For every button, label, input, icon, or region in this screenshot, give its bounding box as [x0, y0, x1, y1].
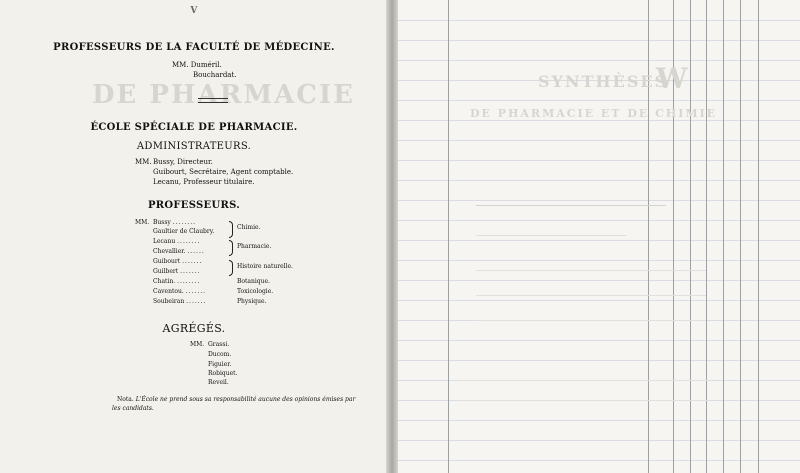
ghost-heading: SYNTHÈSES: [538, 72, 669, 91]
ghost-rule: [476, 270, 706, 271]
professor-row: Gaultier de Claubry.: [153, 228, 215, 235]
column-line: [723, 0, 724, 473]
ghost-rule: [476, 235, 626, 236]
professors-heading: PROFESSEURS.: [147, 200, 241, 211]
professor-row: Bussy ........: [153, 219, 197, 226]
subject-label: Toxicologie.: [237, 288, 274, 295]
ornament-divider: [198, 98, 228, 103]
subject-label: Botanique.: [237, 278, 270, 285]
agrege-name: Grassi.: [208, 341, 230, 348]
book-gutter: [386, 0, 398, 473]
ghost-subheading: DE PHARMACIE ET DE CHIMIE: [470, 107, 718, 120]
ghost-rule: [476, 295, 706, 296]
admin-heading: ADMINISTRATEURS.: [136, 141, 252, 152]
ghost-letter: W: [656, 62, 690, 95]
agrege-name: Figuier.: [208, 361, 232, 368]
subject-label: Chimie.: [237, 224, 261, 231]
agrege-name: Robiquet.: [208, 370, 238, 377]
agreges-prefix: MM.: [190, 341, 205, 348]
subject-label: Histoire naturelle.: [237, 263, 293, 270]
admin-prefix: MM.: [135, 158, 152, 166]
column-line: [448, 0, 449, 473]
agrege-name: Reveil.: [208, 379, 229, 386]
faculty-member: Bouchardat.: [193, 71, 237, 79]
professor-row: Soubeiran .......: [153, 298, 207, 305]
faculty-heading: PROFESSEURS DE LA FACULTÉ DE MÉDECINE.: [53, 42, 335, 53]
professors-prefix: MM.: [135, 219, 150, 226]
ghost-rule: [476, 205, 666, 206]
admin-line: Lecanu, Professeur titulaire.: [153, 178, 255, 186]
brace-pharmacie: [229, 240, 233, 256]
brace-histoire: [229, 260, 233, 276]
note-line: Nota. L'École ne prend sous sa responsabilité aucune des opinions émises par: [117, 396, 356, 403]
professor-row: Guilbert .......: [153, 268, 201, 275]
subject-label: Pharmacie.: [237, 243, 272, 250]
note-line: les candidats.: [112, 405, 154, 412]
school-heading: ÉCOLE SPÉCIALE DE PHARMACIE.: [90, 122, 298, 133]
professor-row: Caventou. .......: [153, 288, 207, 295]
subject-label: Physique.: [237, 298, 267, 305]
right-page: [398, 0, 800, 473]
professor-row: Chevallier. ......: [153, 248, 205, 255]
column-line: [706, 0, 707, 473]
left-page: [0, 0, 388, 473]
column-line: [690, 0, 691, 473]
column-line: [740, 0, 741, 473]
brace-chimie: [229, 221, 233, 238]
professor-row: Guibourt .......: [153, 258, 203, 265]
professor-row: Lecanu ........: [153, 238, 201, 245]
note-label: Nota.: [117, 396, 134, 403]
ghost-rule: [458, 400, 708, 401]
column-line: [648, 0, 649, 473]
agreges-heading: AGRÉGÉS.: [162, 322, 226, 335]
agrege-name: Ducom.: [208, 351, 232, 358]
faculty-member: MM. Duméril.: [172, 61, 222, 69]
admin-line: Bussy, Directeur.: [153, 158, 213, 166]
column-line: [758, 0, 759, 473]
professor-row: Chatin. ........: [153, 278, 201, 285]
page-mark: V: [190, 6, 198, 16]
admin-line: Guibourt, Secrétaire, Agent comptable.: [153, 168, 294, 176]
ghost-title: DE PHARMACIE: [92, 80, 355, 110]
ghost-rule: [458, 380, 708, 381]
ghost-rule: [476, 320, 706, 321]
